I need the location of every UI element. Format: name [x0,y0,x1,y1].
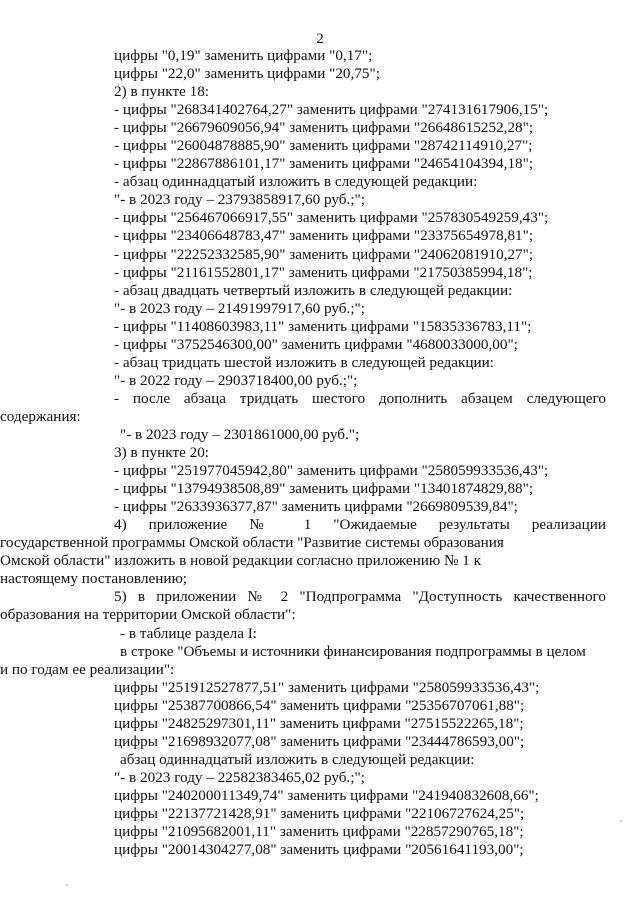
text-line: - в таблице раздела I: [120,624,258,642]
text-line: - цифры "251977045942,80" заменить цифрами "258059933536,43"; [114,462,549,480]
text-line: 2) в пункте 18: [114,83,210,101]
text-line: "- в 2023 году – 21491997917,60 руб.;"; [114,299,365,317]
page-number: 2 [316,31,324,47]
text-line: - цифры "22252332585,90" заменить цифрами "24062081910,27"; [114,245,534,263]
text-line: - цифры "13794938508,89" заменить цифрами "13401874829,88"; [114,480,534,498]
text-line: "- в 2023 году – 23793858917,60 руб.;"; [114,191,365,209]
text-line: цифры "25387700866,54" заменить цифрами "25356707061,88"; [114,696,525,714]
text-line: Омской области" изложить в новой редакции согласно приложению № 1 к [0,552,482,570]
text-line: 4) приложение № 1 "Ожидаемые результаты реализации [114,516,606,534]
text-line: - цифры "2633936377,87" заменить цифрами "2669809539,84"; [114,498,518,516]
text-line: образования на территории Омской области": [0,606,296,624]
scan-speck [66,884,68,886]
text-line: - цифры "21161552801,17" заменить цифрами "21750385994,18"; [114,263,533,281]
text-line: 5) в приложении № 2 "Подпрограмма "Доступность качественного [114,588,606,606]
text-line: - цифры "268341402764,27" заменить цифрами "274131617906,15"; [114,101,549,119]
text-line: абзац одиннадцатый изложить в следующей редакции: [120,750,475,768]
text-line: - цифры "23406648783,47" заменить цифрами "23375654978,81"; [114,227,534,245]
text-line: цифры "22137721428,91" заменить цифрами "22106727624,25"; [114,804,525,822]
document-body [0,47,606,859]
text-line: цифры "0,19" заменить цифрами "0,17"; [114,47,373,64]
text-line: цифры "24825297301,11" заменить цифрами "27515522265,18"; [114,714,524,732]
text-line: - после абзаца тридцать шестого дополнить абзацем следующего [114,389,606,407]
text-line: "- в 2023 году – 22582383465,02 руб.;"; [114,768,365,786]
text-line: и по годам ее реализации": [0,660,175,678]
text-line: - цифры "26004878885,90" заменить цифрами "28742114910,27"; [114,137,533,155]
text-line: - цифры "3752546300,00" заменить цифрами "4680033000,00"; [114,335,518,353]
text-line: "- в 2023 году – 2301861000,00 руб."; [120,425,360,443]
text-line: цифры "251912527877,51" заменить цифрами "258059933536,43"; [114,678,540,696]
text-line: в строке "Объемы и источники финансирования подпрограммы в целом [120,642,586,660]
text-line: - цифры "22867886101,17" заменить цифрами "24654104394,18"; [114,155,534,173]
text-line: 3) в пункте 20: [114,444,210,462]
text-line: цифры "20014304277,08" заменить цифрами "20561641193,00"; [114,841,524,859]
text-line: "- в 2022 году – 2903718400,00 руб.;"; [114,371,358,389]
text-line: цифры "21095682001,11" заменить цифрами "22857290765,18"; [114,823,524,841]
text-line: - цифры "26679609056,94" заменить цифрами "26648615252,28"; [114,119,534,137]
text-line: - абзац одиннадцатый изложить в следующей редакции: [114,173,478,191]
text-line: государственной программы Омской области "Развитие системы образования [0,534,504,552]
text-line: - цифры "11408603983,11" заменить цифрами "15835336783,11"; [114,317,532,335]
text-line: - абзац тридцать шестой изложить в следующей редакции: [114,353,494,371]
text-line: цифры "21698932077,08" заменить цифрами "23444786593,00"; [114,732,525,750]
text-line: цифры "22,0" заменить цифрами "20,75"; [114,65,380,83]
scan-speck [620,820,622,822]
text-line: содержания: [0,407,81,425]
text-line: настоящему постановлению; [0,570,188,588]
text-line: цифры "240200011349,74" заменить цифрами "241940832608,66"; [114,786,539,804]
text-line: - цифры "256467066917,55" заменить цифрами "257830549259,43"; [114,209,549,227]
text-line: - абзац двадцать четвертый изложить в следующей редакции: [114,281,513,299]
